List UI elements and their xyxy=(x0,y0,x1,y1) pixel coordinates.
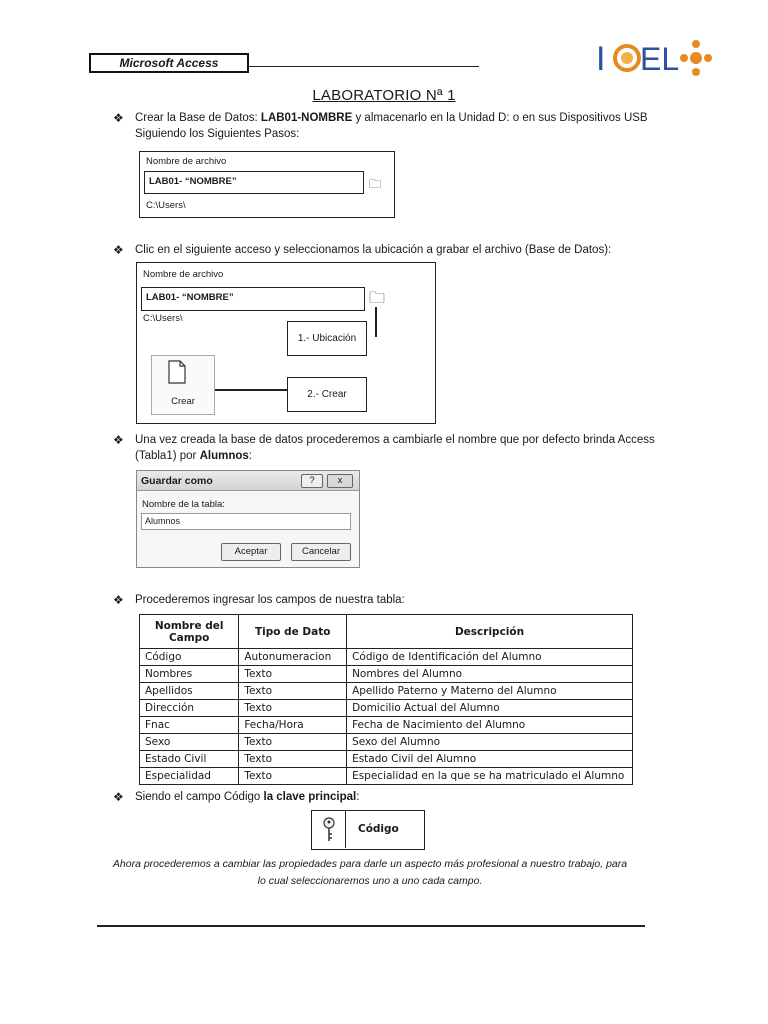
table-cell: Apellidos xyxy=(140,683,239,700)
cancel-button[interactable]: Cancelar xyxy=(291,543,351,561)
step1-text: ❖ Crear la Base de Datos: LAB01-NOMBRE y almacenarlo en la Unidad D: o en sus Dispositivos USB Siguiendo los Siguientes Pasos: xyxy=(113,111,648,140)
table-row xyxy=(140,768,633,785)
table-cell: Fnac xyxy=(140,717,239,734)
file-name-label: Nombre de archivo xyxy=(143,269,224,280)
create-button[interactable] xyxy=(151,355,215,415)
table-row xyxy=(140,683,633,700)
step3-text: ❖ Una vez creada la base de datos procederemos a cambiarle el nombre que por defecto brinda Access (Tabla1) por Alumnos: xyxy=(113,433,655,462)
diamond-bullet-icon: ❖ xyxy=(113,111,124,125)
file-path: C:\Users\ xyxy=(146,200,186,211)
table-row xyxy=(140,751,633,768)
table-cell: Texto xyxy=(239,666,347,683)
save-as-dialog xyxy=(136,470,360,568)
table-cell: Texto xyxy=(239,700,347,717)
footer-rule xyxy=(97,925,645,927)
step2-text: ❖ Clic en el siguiente acceso y seleccionamos la ubicación a grabar el archivo (Base de Datos): xyxy=(113,243,612,257)
folder-icon[interactable]: 🗀 xyxy=(369,290,386,307)
table-cell: Dirección xyxy=(140,700,239,717)
table-cell: Especialidad xyxy=(140,768,239,785)
key-icon xyxy=(321,817,337,843)
table-cell: Fecha de Nacimiento del Alumno xyxy=(347,717,633,734)
help-button[interactable]: ? xyxy=(301,474,323,488)
file-path: C:\Users\ xyxy=(143,313,183,324)
closing-note: Ahora procederemos a cambiar las propiedades para darle un aspecto más profesional a nuestro trabajo, para lo cual seleccionaremos uno a uno cada campo. xyxy=(112,858,628,887)
diamond-bullet-icon: ❖ xyxy=(113,790,124,804)
table-cell: Autonumeracion xyxy=(239,649,347,666)
key-field-name: Código xyxy=(358,823,399,835)
diamond-bullet-icon: ❖ xyxy=(113,593,124,607)
table-name-input[interactable]: Alumnos xyxy=(141,513,351,530)
dialog-title: Guardar como xyxy=(137,471,359,491)
table-row xyxy=(140,734,633,751)
close-button[interactable]: x xyxy=(327,474,353,488)
table-name-label: Nombre de la tabla: xyxy=(142,499,225,510)
accept-button[interactable]: Aceptar xyxy=(221,543,281,561)
column-header: Descripción xyxy=(347,615,633,649)
diamond-bullet-icon: ❖ xyxy=(113,243,124,257)
pointer-line xyxy=(375,307,377,337)
table-cell: Código xyxy=(140,649,239,666)
table-cell: Código de Identificación del Alumno xyxy=(347,649,633,666)
new-file-icon xyxy=(168,360,186,384)
create-label: Crear xyxy=(171,396,195,407)
table-cell: Fecha/Hora xyxy=(239,717,347,734)
table-cell: Estado Civil del Alumno xyxy=(347,751,633,768)
table-row xyxy=(140,649,633,666)
header-rule xyxy=(249,66,479,67)
table-cell: Apellido Paterno y Materno del Alumno xyxy=(347,683,633,700)
table-cell: Texto xyxy=(239,683,347,700)
table-cell: Texto xyxy=(239,768,347,785)
table-cell: Texto xyxy=(239,734,347,751)
table-cell: Nombres del Alumno xyxy=(347,666,633,683)
file-name-input[interactable]: LAB01- “NOMBRE” xyxy=(144,171,364,194)
callout-crear: 2.- Crear xyxy=(287,377,367,412)
folder-icon[interactable]: 🗀 xyxy=(369,177,382,191)
table-row xyxy=(140,700,633,717)
file-name-input[interactable]: LAB01- “NOMBRE” xyxy=(141,287,365,311)
key-selector[interactable] xyxy=(312,811,346,848)
app-label-box xyxy=(89,53,249,73)
table-cell: Texto xyxy=(239,751,347,768)
fields-table xyxy=(139,614,633,785)
file-dialog-1 xyxy=(139,151,395,218)
table-cell: Estado Civil xyxy=(140,751,239,768)
icel-logo xyxy=(590,32,720,80)
table-cell: Sexo xyxy=(140,734,239,751)
column-header: Tipo de Dato xyxy=(239,615,347,649)
table-cell: Domicilio Actual del Alumno xyxy=(347,700,633,717)
svg-text:EL: EL xyxy=(640,41,680,77)
table-cell: Sexo del Alumno xyxy=(347,734,633,751)
diamond-bullet-icon: ❖ xyxy=(113,433,124,447)
step5-text: ❖ Siendo el campo Código la clave principal: xyxy=(113,790,360,804)
primary-key-field xyxy=(311,810,425,850)
page-title: LABORATORIO Nª 1 xyxy=(312,87,456,104)
step4-text: ❖ Procederemos ingresar los campos de nuestra tabla: xyxy=(113,593,405,607)
app-label: Microsoft Access xyxy=(119,56,219,70)
table-row xyxy=(140,666,633,683)
table-cell: Especialidad en la que se ha matriculado el Alumno xyxy=(347,768,633,785)
table-cell: Nombres xyxy=(140,666,239,683)
file-name-label: Nombre de archivo xyxy=(146,156,227,167)
svg-text:I: I xyxy=(596,40,606,78)
column-header: Nombre del Campo xyxy=(140,615,239,649)
table-row xyxy=(140,717,633,734)
table-header-row xyxy=(140,615,633,649)
callout-ubicacion: 1.- Ubicación xyxy=(287,321,367,356)
file-dialog-2 xyxy=(136,262,436,424)
